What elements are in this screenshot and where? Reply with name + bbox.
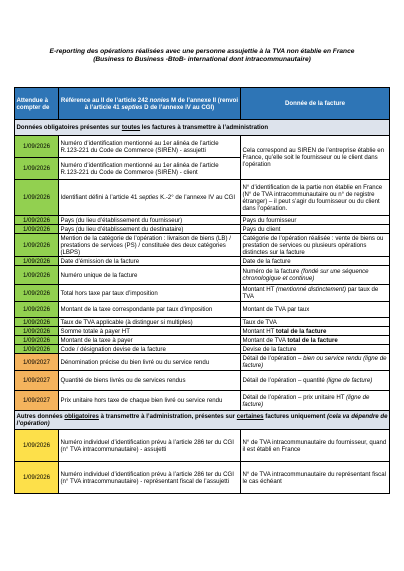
table-row (15, 225, 390, 234)
data-cell: Détail de l’opération – bien ou service rendu (ligne de facture) (241, 354, 390, 371)
table-row (15, 327, 390, 336)
table-row (15, 345, 390, 354)
reference-cell: Date d’émission de la facture (59, 257, 241, 266)
header-date: Attendue à compter de (15, 88, 59, 120)
title-line-2: (Business to Business -BtoB- international dont intracommunautaire) (93, 56, 311, 64)
date-cell: 1/09/2026 (15, 266, 59, 285)
table-row (15, 266, 390, 285)
data-cell: Date de la facture (241, 257, 390, 266)
table-header-row (15, 88, 390, 120)
date-cell: 1/09/2026 (15, 345, 59, 354)
date-cell: 1/09/2026 (15, 318, 59, 327)
reference-cell: Numéro unique de la facture (59, 266, 241, 285)
reference-cell: Numéro individuel d’identification prévu à l’article 286 ter du CGI (n° TVA intracommunautaire) - représentant fiscal de l’assujetti (59, 462, 241, 494)
data-cell: Taux de TVA (241, 318, 390, 327)
data-cell: Devise de la facture (241, 345, 390, 354)
data-cell: Catégorie de l’opération réalisée : vente de biens ou prestation de services ou plusieurs opérations distinctes sur la facture (241, 234, 390, 257)
data-cell: Montant HT (mentionné distinctement) par taux de TVA (241, 285, 390, 302)
header-invoice-data: Donnée de la facture (241, 88, 390, 120)
section-1-title: Données obligatoires présentes sur toutes les factures à transmettre à l’administration (15, 120, 390, 136)
date-cell: 1/09/2026 (15, 136, 59, 158)
reference-cell: Montant de la taxe à payer (59, 336, 241, 345)
table-row (15, 354, 390, 371)
date-cell: 1/09/2027 (15, 354, 59, 371)
reference-cell: Somme totale à payer HT (59, 327, 241, 336)
data-cell: Montant de TVA par taux (241, 302, 390, 318)
data-cell: Pays du client (241, 225, 390, 234)
reference-cell: Code / désignation devise de la facture (59, 345, 241, 354)
data-cell: Détail de l’opération – quantité (ligne de facture) (241, 371, 390, 391)
reference-cell: Pays (du lieu d’établissement du destinataire) (59, 225, 241, 234)
data-cell: Cela correspond au SIREN de l’entreprise établie en France, qu’elle soit le fournisseur ou le client dans l’opération (241, 136, 390, 180)
date-cell: 1/09/2026 (15, 302, 59, 318)
table-row (15, 462, 390, 494)
table-row (15, 371, 390, 391)
table-row (15, 391, 390, 411)
reference-cell: Numéro d’identification mentionné au 1er alinéa de l’article R.123-221 du Code de Commerce (SIREN) - client (59, 158, 241, 180)
date-cell: 1/09/2026 (15, 462, 59, 494)
reference-cell: Mention de la catégorie de l’opération : livraison de biens (LB) / prestations de services (PS) / constituée des deux catégories (LBPS) (59, 234, 241, 257)
data-cell: Montant de TVA total de la facture (241, 336, 390, 345)
date-cell: 1/09/2026 (15, 234, 59, 257)
date-cell: 1/09/2026 (15, 430, 59, 462)
table-row (15, 336, 390, 345)
reference-cell: Total hors taxe par taux d’imposition (59, 285, 241, 302)
reference-cell: Taux de TVA applicable (à distinguer si multiples) (59, 318, 241, 327)
section-2-title: Autres données obligatoires à transmettre à l’administration, présentes sur certaines factures uniquement (cela va dépendre de l’opération) (15, 411, 390, 430)
date-cell: 1/09/2026 (15, 285, 59, 302)
reference-cell: Quantité de biens livrés ou de services rendus (59, 371, 241, 391)
table-row (15, 257, 390, 266)
table-row (15, 302, 390, 318)
table-row (15, 430, 390, 462)
date-cell: 1/09/2026 (15, 336, 59, 345)
data-cell: Numéro de la facture (fondé sur une séquence chronologique et continue) (241, 266, 390, 285)
reference-cell: Pays (du lieu d’établissement du fournisseur) (59, 216, 241, 225)
document-title (20, 48, 384, 64)
header-reference: Référence au II de l’article 242 nonies M de l’annexe II (renvoi à l’article 41 septies D de l’annexe IV au CGI) (59, 88, 241, 120)
data-cell: N° de TVA intracommunautaire du représentant fiscal le cas échéant (241, 462, 390, 494)
data-cell: N° d’identification de la partie non établie en France (N° de TVA intracommunautaire ou n° de registre étranger) – il peut s’agir du fournisseur ou du client dans l’opération. (241, 180, 390, 216)
date-cell: 1/09/2026 (15, 257, 59, 266)
table-row (15, 136, 390, 158)
reference-cell: Dénomination précise du bien livré ou du service rendu (59, 354, 241, 371)
data-cell: Détail de l’opération – prix unitaire HT (ligne de facture) (241, 391, 390, 411)
reference-cell: Prix unitaire hors taxe de chaque bien livré ou service rendu (59, 391, 241, 411)
title-line-1: E-reporting des opérations réalisées avec une personne assujettie à la TVA non établie en France (49, 48, 355, 55)
reference-cell: Identifiant défini à l’article 41 septies K.-2° de l’annexe IV au CGI (59, 180, 241, 216)
reporting-table (14, 87, 390, 494)
section-row (15, 120, 390, 136)
data-cell: Montant HT total de la facture (241, 327, 390, 336)
table-row (15, 216, 390, 225)
date-cell: 1/09/2026 (15, 216, 59, 225)
reference-cell: Numéro individuel d’identification prévu à l’article 286 ter du CGI (n° TVA intracommunautaire) - assujetti (59, 430, 241, 462)
table-row (15, 318, 390, 327)
date-cell: 1/09/2027 (15, 391, 59, 411)
date-cell: 1/09/2026 (15, 180, 59, 216)
date-cell: 1/09/2026 (15, 327, 59, 336)
section-row (15, 411, 390, 430)
table-row (15, 180, 390, 216)
data-cell: Pays du fournisseur (241, 216, 390, 225)
date-cell: 1/09/2026 (15, 225, 59, 234)
data-cell: N° de TVA intracommunautaire du fournisseur, quand il est établi en France (241, 430, 390, 462)
reference-cell: Montant de la taxe correspondante par taux d’imposition (59, 302, 241, 318)
table-row (15, 285, 390, 302)
reference-cell: Numéro d’identification mentionné au 1er alinéa de l’article R.123-221 du Code de Commerce (SIREN) - assujetti (59, 136, 241, 158)
date-cell: 1/09/2027 (15, 371, 59, 391)
table-row (15, 234, 390, 257)
date-cell: 1/09/2026 (15, 158, 59, 180)
